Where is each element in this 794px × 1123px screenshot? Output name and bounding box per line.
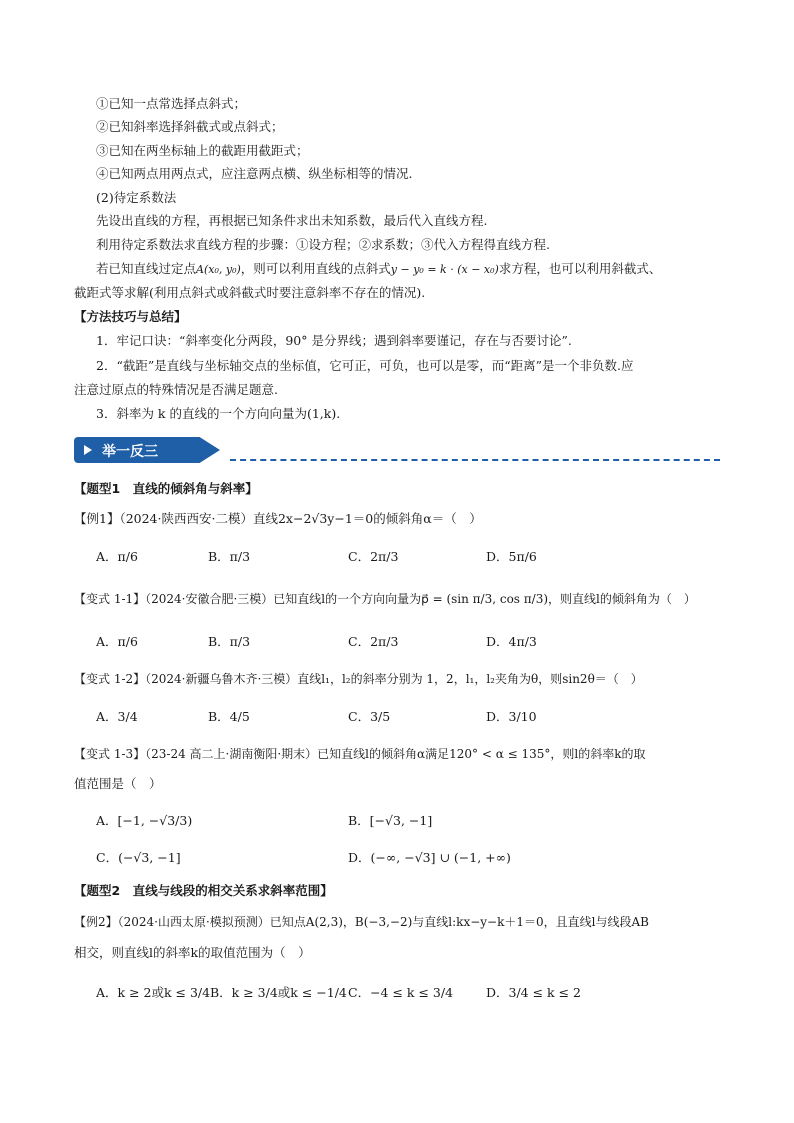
tip-3: 3．斜率为 k 的直线的一个方向向量为(1,k). xyxy=(96,406,341,421)
text: 求方程，也可以利用斜截式、 xyxy=(498,261,662,276)
variant-1-3: 【变式 1-3】（23-24 高二上·湖南衡阳·期末）已知直线l的倾斜角α满足120° < α ≤ 135°，则l的斜率k的取 xyxy=(74,747,646,761)
text: 若已知直线过定点 xyxy=(96,261,197,276)
option-b: B．π/3 xyxy=(208,549,251,564)
option-d: D．3/10 xyxy=(486,709,537,724)
tips-title: 【方法技巧与总结】 xyxy=(74,309,187,324)
play-triangle-icon xyxy=(84,445,92,455)
variant-1-3-cont: 值范围是（ ） xyxy=(74,776,162,791)
method-item-1: ①已知一点常选择点斜式； xyxy=(96,96,247,111)
method-item-2: ②已知斜率选择斜截式或点斜式； xyxy=(96,119,284,134)
tip-2-cont: 注意过原点的特殊情况是否满足题意. xyxy=(74,382,278,397)
tip-2: 2．“截距”是直线与坐标轴交点的坐标值，它可正，可负，也可以是零，而“距离”是一个非负数.应 xyxy=(96,358,634,373)
option-c: C．2π/3 xyxy=(348,634,399,649)
option-b: B．[−√3, −1] xyxy=(348,813,433,828)
option-a: A．π/6 xyxy=(96,549,138,564)
method-item-3: ③已知在两坐标轴上的截距用截距式； xyxy=(96,143,309,158)
option-b: B．π/3 xyxy=(208,634,251,649)
option-d: D．4π/3 xyxy=(486,634,537,649)
option-c: C．(−√3, −1] xyxy=(96,850,181,865)
option-a: A．π/6 xyxy=(96,634,138,649)
math-point: A(x₀, y₀) xyxy=(196,263,241,276)
option-a: A．3/4 xyxy=(96,709,138,724)
paragraph: 截距式等求解(利用点斜式或斜截式时要注意斜率不存在的情况). xyxy=(74,285,426,300)
method-item-4: ④已知两点用两点式，应注意两点横、纵坐标相等的情况. xyxy=(96,166,413,181)
option-d: D．3/4 ≤ k ≤ 2 xyxy=(486,985,582,1000)
text: ，则可以利用直线的点斜式 xyxy=(240,261,391,276)
sub-section-title: (2)待定系数法 xyxy=(96,190,177,205)
math-equation: y − y₀ = k · (x − x₀) xyxy=(390,263,499,276)
option-a: A．k ≥ 2或k ≤ 3/4 xyxy=(96,985,211,1000)
option-d: D．(−∞, −√3] ∪ (−1, +∞) xyxy=(348,850,511,865)
example-1: 【例1】（2024·陕西西安·二模）直线2x−2√3y−1＝0的倾斜角α＝（ ） xyxy=(74,511,482,526)
option-b: B．k ≥ 3/4或k ≤ −1/4 xyxy=(210,985,347,1000)
dashed-divider xyxy=(230,459,720,461)
paragraph xyxy=(96,260,661,279)
paragraph: 先设出直线的方程，再根据已知条件求出未知系数，最后代入直线方程. xyxy=(96,213,488,228)
option-c: C．2π/3 xyxy=(348,549,399,564)
type2-title: 【题型2 直线与线段的相交关系求斜率范围】 xyxy=(74,883,333,898)
paragraph: 利用待定系数法求直线方程的步骤：①设方程；②求系数；③代入方程得直线方程. xyxy=(96,237,550,252)
tip-1: 1．牢记口诀：“斜率变化分两段，90° 是分界线；遇到斜率要谨记，存在与否要讨论”. xyxy=(96,333,572,348)
option-a: A．[−1, −√3/3) xyxy=(96,813,193,828)
option-d: D．5π/6 xyxy=(486,549,537,564)
example-2: 【例2】（2024·山西太原·模拟预测）已知点A(2,3)，B(−3,−2)与直线l:kx−y−k＋1＝0，且直线l与线段AB xyxy=(74,915,649,929)
type1-title: 【题型1 直线的倾斜角与斜率】 xyxy=(74,481,258,496)
option-b: B．4/5 xyxy=(208,709,250,724)
banner-label: 举一反三 xyxy=(102,444,158,460)
variant-1-2: 【变式 1-2】（2024·新疆乌鲁木齐·三模）直线l₁，l₂的斜率分别为 1，2，l₁，l₂夹角为θ，则sin2θ＝（ ） xyxy=(74,672,643,686)
option-c: C．−4 ≤ k ≤ 3/4 xyxy=(348,985,454,1000)
option-c: C．3/5 xyxy=(348,709,391,724)
example-2-cont: 相交，则直线l的斜率k的取值范围为（ ） xyxy=(74,945,311,960)
variant-1-1: 【变式 1-1】（2024·安徽合肥·三模）已知直线l的一个方向向量为p⃗ = (sin π/3, cos π/3)，则直线l的倾斜角为（ ） xyxy=(74,592,696,606)
